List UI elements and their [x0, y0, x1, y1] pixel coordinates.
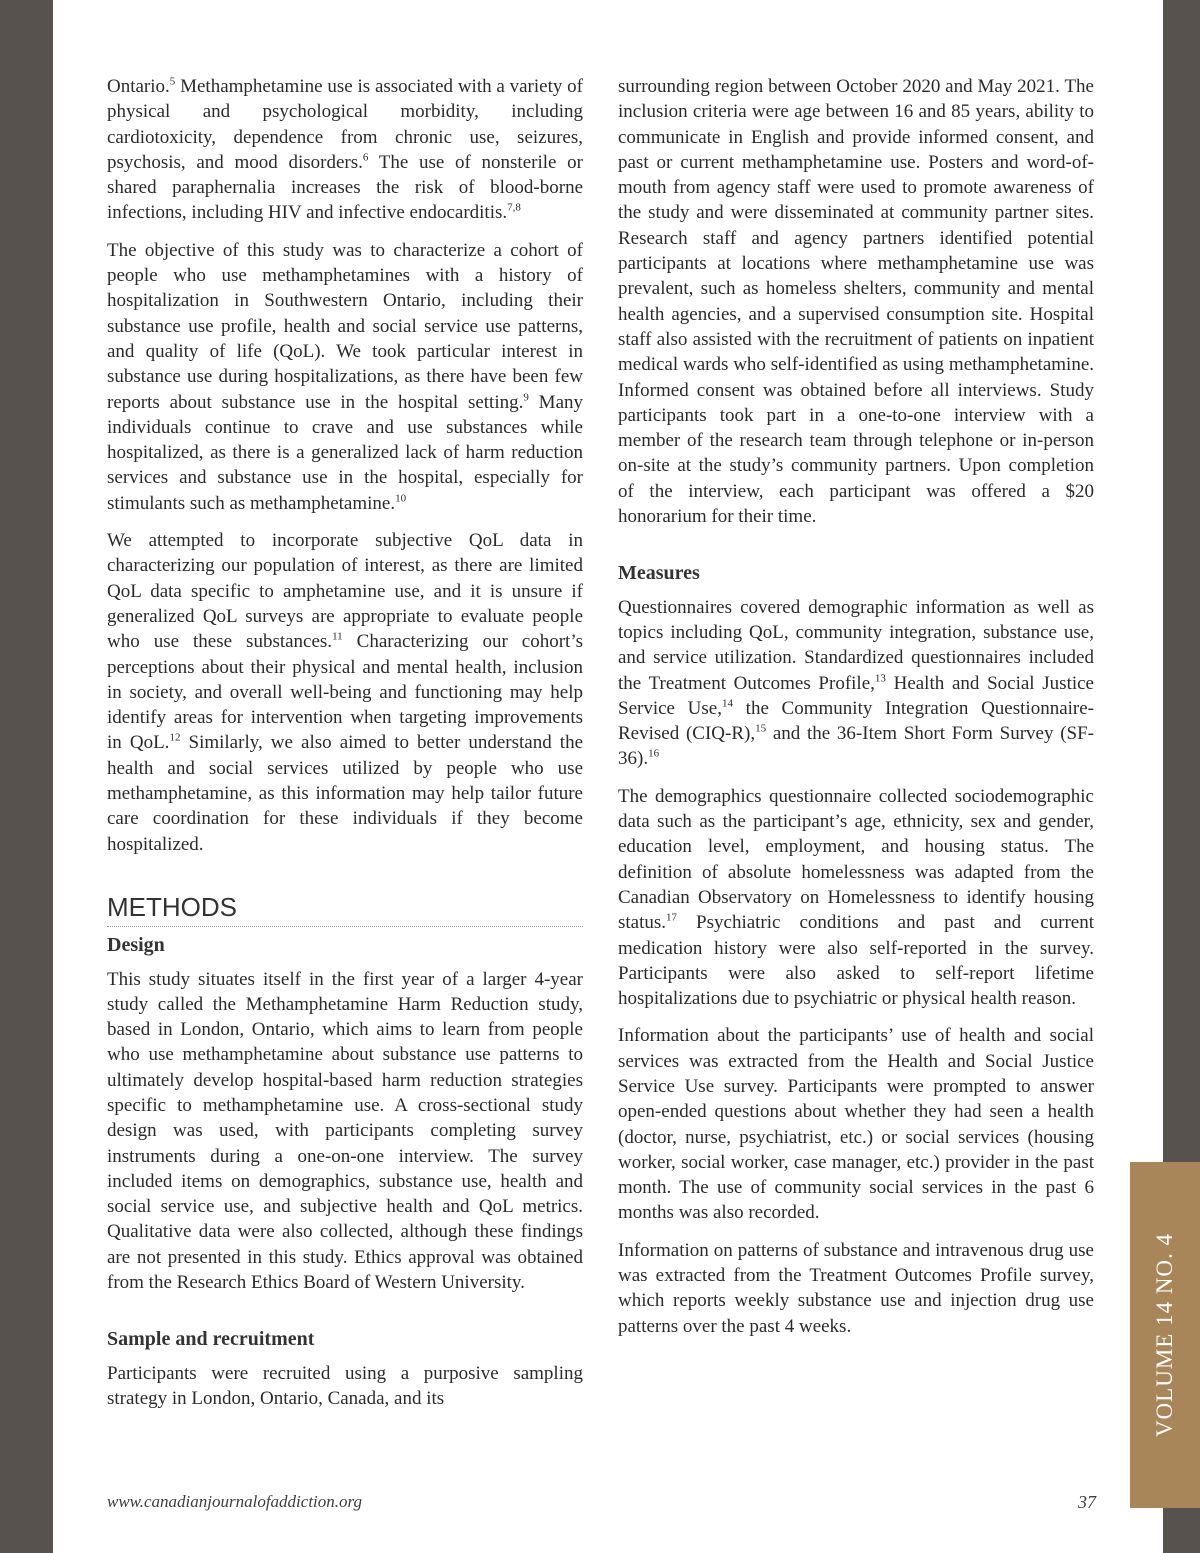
design-heading: Design	[107, 934, 165, 957]
paragraph: Ontario.$^5$ Methamphetamine use is associated with a variety of physical and psychological morbidity, including cardiotoxicity, dependence from chronic use, seizures, psychosis, and mood disorders.$^6$ The use of nonsterile or shared paraphernalia increases the risk of blood-borne infections, including HIV and infective endocarditis.$^{7,8}$	[107, 75, 583, 224]
sample-recruitment-heading: Sample and recruitment	[107, 1328, 315, 1351]
journal-url: www.canadianjournalofaddiction.org	[107, 1492, 363, 1511]
volume-label: VOLUME 14 NO. 4	[1152, 1232, 1177, 1438]
paragraph: Questionnaires covered demographic information as well as topics including QoL, community integration, substance use, and service utilization. Standardized questionnaires included the Treatment Outcomes Profile,$^{13}$ Health and Social Justice Service Use,$^{14}$ the Community Integration Questionnaire-Revised (CIQ-R),$^{15}$ and the 36-Item Short Form Survey (SF-36).$^{16}$	[618, 596, 1094, 770]
paragraph: surrounding region between October 2020 and May 2021. The inclusion criteria were age between 16 and 85 years, ability to communicate in English and provide informed consent, and past or current methamphetamine use. Posters and word-of-mouth from agency staff were used to promote awareness of the study and were disseminated at community partner sites. Research staff and agency partners identified potential participants at locations where methamphetamine use was prevalent, such as homeless shelters, community and mental health agencies, and a supervised consumption site. Hospital staff also assisted with the recruitment of patients on inpatient medical wards who self-identified as using methamphetamine. Informed consent was obtained before all interviews. Study participants took part in a one-to-one interview with a member of the research team through telephone or in-person on-site at the study’s community partners. Upon completion of the interview, each participant was offered a $20 honorarium for their time.	[618, 76, 1094, 528]
paragraph: The demographics questionnaire collected sociodemographic data such as the participant’s age, ethnicity, sex and gender, education level, employment, and housing status. The definition of absolute homelessness was adapted from the Canadian Observatory on Homelessness to identify housing status.$^{17}$ Psychiatric conditions and past and current medication history were also self-reported in the survey. Participants were also asked to self-report lifetime hospitalizations due to psychiatric or physical health reason.	[618, 785, 1094, 1010]
paragraph: Participants were recruited using a purposive sampling strategy in London, Ontario, Canada, and its	[107, 1362, 583, 1409]
paragraph: We attempted to incorporate subjective QoL data in characterizing our population of interest, as there are limited QoL data specific to amphetamine use, and it is unsure if generalized QoL surveys are appropriate to evaluate people who use these substances.$^{11}$ Characterizing our cohort’s perceptions about their physical and mental health, inclusion in society, and overall well-being and functioning may help identify areas for intervention when targeting improvements in QoL.$^{12}$ Similarly, we also aimed to better understand the health and social services utilized by people who use methamphetamine, as this information may help tailor future care coordination for these individuals if they become hospitalized.	[107, 530, 584, 855]
page-number: 37	[1078, 1492, 1096, 1512]
volume-tab	[1130, 1162, 1200, 1508]
paragraph: This study situates itself in the first year of a larger 4-year study called the Methamphetamine Harm Reduction study, based in London, Ontario, which aims to learn from people who use methamphetamine about substance use patterns to ultimately develop hospital-based harm reduction strategies specific to methamphetamine use. A cross-sectional study design was used, with participants completing survey instruments during a one-on-one interview. The survey included items on demographics, substance use, health and social service use, and subjective health and QoL metrics. Qualitative data were also collected, although these findings are not presented in this study. Ethics approval was obtained from the Research Ethics Board of Western University.	[107, 968, 583, 1294]
paragraph: Information about the participants’ use of health and social services was extracted from the Health and Social Justice Service Use survey. Participants were prompted to answer open-ended questions about whether they had seen a health (doctor, nurse, psychiatrist, etc.) or social services (housing worker, social worker, case manager, etc.) provider in the past month. The use of community social services in the past 6 months was also recorded.	[618, 1025, 1094, 1224]
left-margin-bar	[0, 0, 53, 1553]
right-column	[618, 74, 1094, 1351]
paragraph: Information on patterns of substance and intravenous drug use was extracted from the Treatment Outcomes Profile survey, which reports weekly substance use and injection drug use patterns over the past 4 weeks.	[618, 1239, 1094, 1337]
measures-heading: Measures	[618, 562, 700, 585]
paragraph: The objective of this study was to characterize a cohort of people who use methamphetamines with a history of hospitalization in Southwestern Ontario, including their substance use profile, health and social service use patterns, and quality of life (QoL). We took particular interest in substance use during hospitalizations, as there have been few reports about substance use in the hospital setting.$^9$ Many individuals continue to crave and use substances while hospitalized, as there is a generalized lack of harm reduction services and substance use in the hospital, especially for stimulants such as methamphetamine.$^{10}$	[107, 239, 584, 514]
left-column	[107, 74, 583, 1423]
methods-heading: METHODS	[107, 895, 583, 927]
